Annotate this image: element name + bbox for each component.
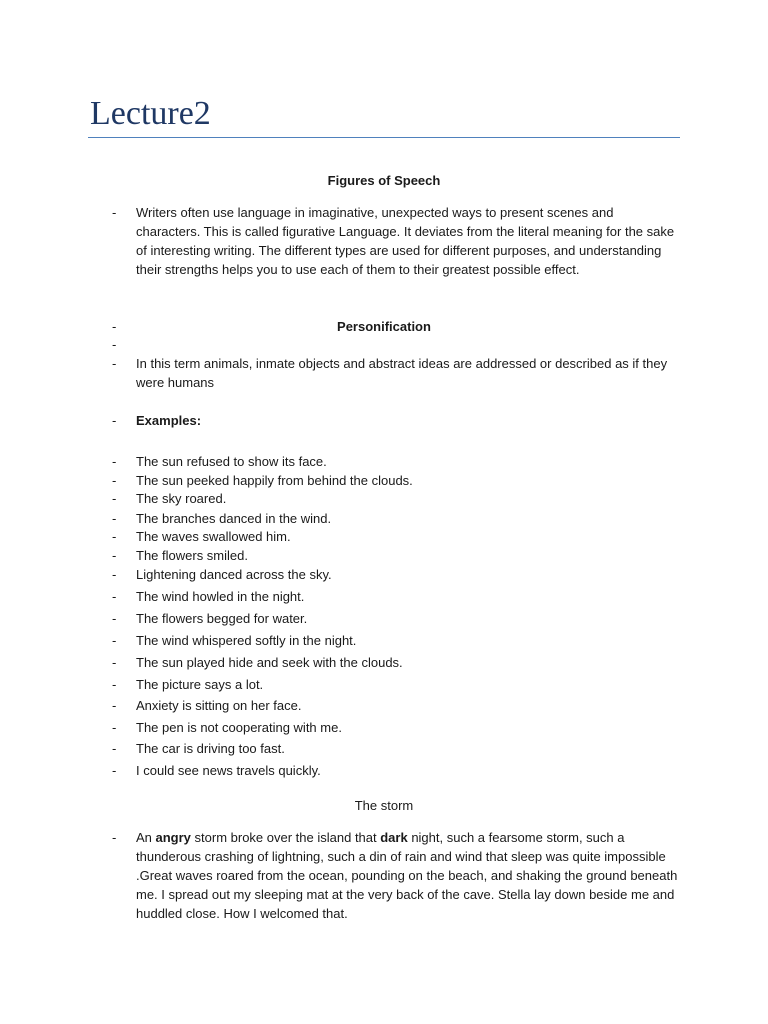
storm-text-part: storm broke over the island that	[190, 830, 381, 845]
bullet-dash: -	[112, 677, 117, 692]
bullet-dash: -	[112, 337, 117, 352]
examples-label: Examples:	[136, 413, 202, 428]
bullet-dash: -	[112, 511, 117, 526]
example-text: The sky roared.	[136, 491, 227, 506]
bullet-dash: -	[112, 567, 117, 582]
bullet-dash: -	[112, 698, 117, 713]
bullet-dash: -	[112, 633, 117, 648]
example-text: The flowers smiled.	[136, 548, 248, 563]
example-text: I could see news travels quickly.	[136, 763, 321, 778]
example-text: Lightening danced across the sky.	[136, 567, 332, 582]
bullet-dash: -	[112, 356, 117, 371]
bullet-dash: -	[112, 830, 117, 845]
storm-text-part: An	[136, 830, 156, 845]
bullet-dash: -	[112, 319, 117, 334]
document-title: Lecture2	[90, 95, 211, 132]
storm-bold-word: angry	[155, 830, 191, 845]
storm-bold-word: dark	[380, 830, 408, 845]
example-text: The car is driving too fast.	[136, 741, 285, 756]
bullet-dash: -	[112, 763, 117, 778]
storm-paragraph	[136, 828, 678, 923]
heading-personification: Personification	[337, 319, 431, 334]
example-text: The sun refused to show its face.	[136, 454, 327, 469]
intro-paragraph: Writers often use language in imaginative, unexpected ways to present scenes and characters. This is called figurative Language. It deviates from the literal meaning for the sake of interesting writing. The different types are used for different purposes, and understanding their strengths helps you to use each of them to their greatest possible effect.	[136, 205, 675, 277]
definition-text: In this term animals, inmate objects and abstract ideas are addressed or described as if they were humans	[136, 356, 668, 390]
bullet-dash: -	[112, 741, 117, 756]
example-text: The picture says a lot.	[136, 677, 264, 692]
example-text: The branches danced in the wind.	[136, 511, 332, 526]
example-text: The sun played hide and seek with the clouds.	[136, 655, 403, 670]
bullet-dash: -	[112, 655, 117, 670]
example-text: The pen is not cooperating with me.	[136, 720, 342, 735]
storm-text-part: night, such a fearsome storm, such a thunderous crashing of lightning, such a din of rain and wind that sleep was quite impossible .Great waves roared from the ocean, pounding on the beach, and shaking the ground beneath me. I spread out my sleeping mat at the very back of the cave. Stella lay down beside me and huddled close. How I welcomed that.	[136, 830, 678, 921]
bullet-dash: -	[112, 589, 117, 604]
bullet-dash: -	[112, 720, 117, 735]
example-text: The wind whispered softly in the night.	[136, 633, 357, 648]
example-text: The flowers begged for water.	[136, 611, 308, 626]
example-text: The waves swallowed him.	[136, 529, 291, 544]
title-underline	[88, 137, 680, 138]
example-text: The wind howled in the night.	[136, 589, 305, 604]
bullet-dash: -	[112, 454, 117, 469]
heading-the-storm: The storm	[354, 798, 414, 813]
example-text: The sun peeked happily from behind the clouds.	[136, 473, 413, 488]
example-text: Anxiety is sitting on her face.	[136, 698, 302, 713]
bullet-dash: -	[112, 491, 117, 506]
bullet-dash: -	[112, 548, 117, 563]
bullet-dash: -	[112, 205, 117, 220]
bullet-dash: -	[112, 473, 117, 488]
bullet-dash: -	[112, 529, 117, 544]
bullet-dash: -	[112, 611, 117, 626]
bullet-dash: -	[112, 413, 117, 428]
heading-figures-of-speech: Figures of Speech	[327, 173, 441, 188]
